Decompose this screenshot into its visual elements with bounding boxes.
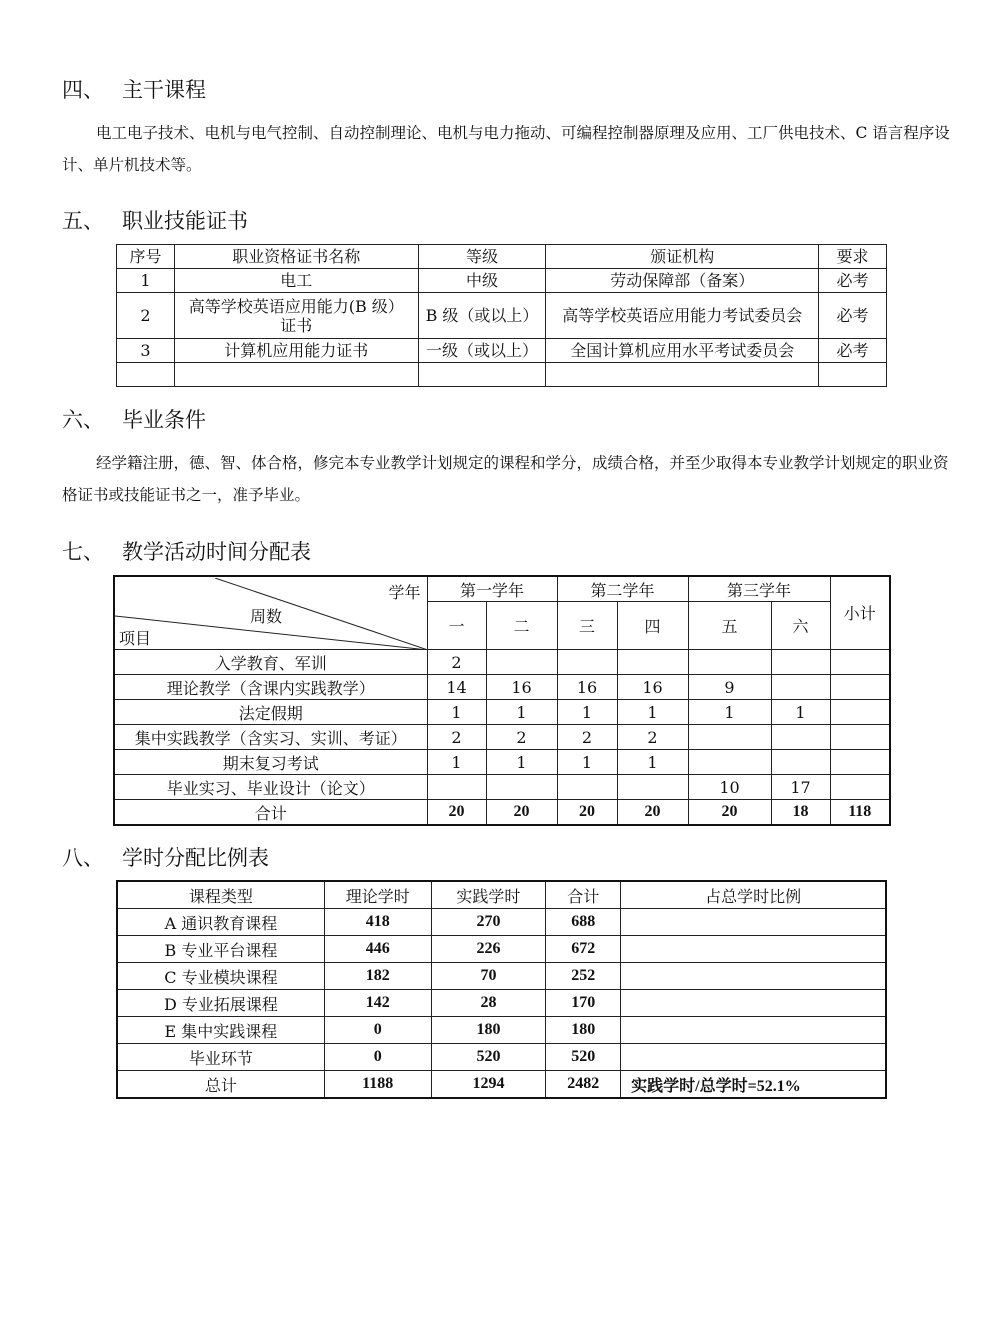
cell [621,1044,886,1071]
section-number: 六、 [62,408,104,432]
cell: 一级（或以上） [418,339,546,363]
total-value: 20 [557,800,617,826]
term-header: 五 [688,602,771,650]
main-courses-paragraph [62,117,952,181]
cell: 0 [324,1017,431,1044]
graduation-text: 经学籍注册，德、智、体合格，修完本专业教学计划规定的课程和学分，成绩合格，并至少取得本专业教学计划规定的职业资格证书或技能证书之一，准予毕业。 [62,454,949,504]
cell [830,725,890,750]
section-title: 主干课程 [122,78,206,102]
cell: 520 [431,1044,546,1071]
term-header: 二 [486,602,557,650]
total-value: 2482 [546,1071,621,1099]
cell: 中级 [418,269,546,293]
cell: 14 [427,675,486,700]
subtotal-header: 小计 [830,576,890,650]
total-label: 总计 [117,1071,324,1099]
cell [830,700,890,725]
cell: 1 [486,750,557,775]
cell [621,909,886,936]
cell [486,650,557,675]
header-cell: 要求 [819,245,887,269]
table-row [117,339,887,363]
row-label: 集中实践教学（含实习、实训、考证） [114,725,427,750]
cell: 必考 [819,293,887,339]
section-title: 职业技能证书 [122,209,248,233]
section-heading-time-allocation [62,536,311,566]
total-value: 20 [617,800,688,826]
cell: 9 [688,675,771,700]
row-label: 理论教学（含课内实践教学） [114,675,427,700]
certificate-table [116,244,887,387]
table-row [114,675,890,700]
year-header: 第一学年 [427,576,557,602]
main-courses-text: 电工电子技术、电机与电气控制、自动控制理论、电机与电力拖动、可编程控制器原理及应用、工厂供电技术、C 语言程序设计、单片机技术等。 [62,124,950,174]
term-header: 三 [557,602,617,650]
time-allocation-table [113,575,891,826]
header-cell: 职业资格证书名称 [174,245,418,269]
cell [557,775,617,800]
cell [617,775,688,800]
cell: 226 [431,936,546,963]
total-label: 合计 [114,800,427,826]
row-label: 法定假期 [114,700,427,725]
course-type: A 通识教育课程 [117,909,324,936]
cell: 计算机应用能力证书 [174,339,418,363]
cell: 182 [324,963,431,990]
cell [830,675,890,700]
corner-label-weeks: 周数 [250,607,283,626]
cell [117,363,175,387]
header-cell: 理论学时 [324,881,431,909]
corner-label-year: 学年 [388,583,421,602]
row-label: 毕业实习、毕业设计（论文） [114,775,427,800]
table-row [117,1044,886,1071]
term-header: 六 [771,602,830,650]
header-cell: 占总学时比例 [621,881,886,909]
table-row [114,725,890,750]
cell: 2 [427,650,486,675]
cell: 1 [427,700,486,725]
term-header: 四 [617,602,688,650]
header-cell: 序号 [117,245,175,269]
year-header: 第三学年 [688,576,830,602]
cell: B 级（或以上） [418,293,546,339]
cell: 672 [546,936,621,963]
cell: 142 [324,990,431,1017]
table-row [117,936,886,963]
cell [688,750,771,775]
header-cell: 颁证机构 [546,245,819,269]
table-header-row [117,881,886,909]
cell [830,650,890,675]
table-row-empty [117,363,887,387]
table-row [117,963,886,990]
cell: 270 [431,909,546,936]
total-value: 118 [830,800,890,826]
table-row [117,269,887,293]
cell: 1 [486,700,557,725]
cell [427,775,486,800]
row-label: 期末复习考试 [114,750,427,775]
cell: 16 [557,675,617,700]
table-row [114,700,890,725]
cell: 180 [431,1017,546,1044]
total-row [114,800,890,826]
cell [174,363,418,387]
course-type: 毕业环节 [117,1044,324,1071]
cell [617,650,688,675]
cell [621,990,886,1017]
cell: 446 [324,936,431,963]
cell [418,363,546,387]
cell: 252 [546,963,621,990]
total-value: 1294 [431,1071,546,1099]
table-row [114,775,890,800]
row-label: 入学教育、军训 [114,650,427,675]
cell: 70 [431,963,546,990]
cell: 170 [546,990,621,1017]
cell: 必考 [819,269,887,293]
section-title: 学时分配比例表 [122,846,269,870]
total-value: 20 [688,800,771,826]
cell [486,775,557,800]
cell: 1 [617,750,688,775]
section-heading-hours-ratio [62,842,269,872]
section-number: 五、 [62,209,104,233]
practice-ratio: 实践学时/总学时=52.1% [621,1071,886,1099]
cell [688,725,771,750]
total-row [117,1071,886,1099]
section-heading-certificates [62,205,248,235]
table-row [117,293,887,339]
cell [621,963,886,990]
section-title: 教学活动时间分配表 [122,540,311,564]
cell: 0 [324,1044,431,1071]
cell [771,725,830,750]
cell: 17 [771,775,830,800]
graduation-paragraph [62,447,952,511]
cell: 2 [617,725,688,750]
cell: 3 [117,339,175,363]
table-row [117,990,886,1017]
table-row [114,650,890,675]
total-value: 20 [486,800,557,826]
cell: 418 [324,909,431,936]
term-header: 一 [427,602,486,650]
cell: 1 [427,750,486,775]
total-value: 1188 [324,1071,431,1099]
table-row [117,909,886,936]
cell [771,650,830,675]
section-number: 四、 [62,78,104,102]
cell: 28 [431,990,546,1017]
table-row [117,1017,886,1044]
course-type: D 专业拓展课程 [117,990,324,1017]
cell: 1 [771,700,830,725]
cell [557,650,617,675]
cell: 16 [486,675,557,700]
cell: 2 [486,725,557,750]
year-header: 第二学年 [557,576,688,602]
cell [830,775,890,800]
cell: 688 [546,909,621,936]
cell [546,363,819,387]
course-type: B 专业平台课程 [117,936,324,963]
cell [688,650,771,675]
course-type: E 集中实践课程 [117,1017,324,1044]
section-title: 毕业条件 [122,408,206,432]
cell: 1 [617,700,688,725]
cell: 1 [557,750,617,775]
section-number: 八、 [62,846,104,870]
cell: 高等学校英语应用能力(B 级）证书 [174,293,418,339]
header-cell: 合计 [546,881,621,909]
corner-label-item: 项目 [119,629,152,648]
cell: 电工 [174,269,418,293]
time-table-body [114,650,890,800]
cell: 高等学校英语应用能力考试委员会 [546,293,819,339]
diagonal-header-cell [114,576,427,650]
cell [819,363,887,387]
section-heading-main-courses [62,74,206,104]
cell: 180 [546,1017,621,1044]
cell: 全国计算机应用水平考试委员会 [546,339,819,363]
table-header-row [114,576,890,602]
hours-table-body [117,909,886,1071]
cell: 2 [427,725,486,750]
cell [621,1017,886,1044]
hours-ratio-table [116,880,887,1099]
cell: 2 [557,725,617,750]
cell: 10 [688,775,771,800]
cell [830,750,890,775]
table-row [114,750,890,775]
cell [771,750,830,775]
cell: 必考 [819,339,887,363]
total-value: 20 [427,800,486,826]
cell: 1 [688,700,771,725]
cell [771,675,830,700]
cell: 520 [546,1044,621,1071]
total-value: 18 [771,800,830,826]
cell: 16 [617,675,688,700]
cell: 1 [117,269,175,293]
cell: 劳动保障部（备案） [546,269,819,293]
header-cell: 等级 [418,245,546,269]
cell: 2 [117,293,175,339]
header-cell: 课程类型 [117,881,324,909]
section-heading-graduation [62,404,206,434]
header-cell: 实践学时 [431,881,546,909]
course-type: C 专业模块课程 [117,963,324,990]
section-number: 七、 [62,540,104,564]
table-header-row [117,245,887,269]
cell: 1 [557,700,617,725]
cell [621,936,886,963]
